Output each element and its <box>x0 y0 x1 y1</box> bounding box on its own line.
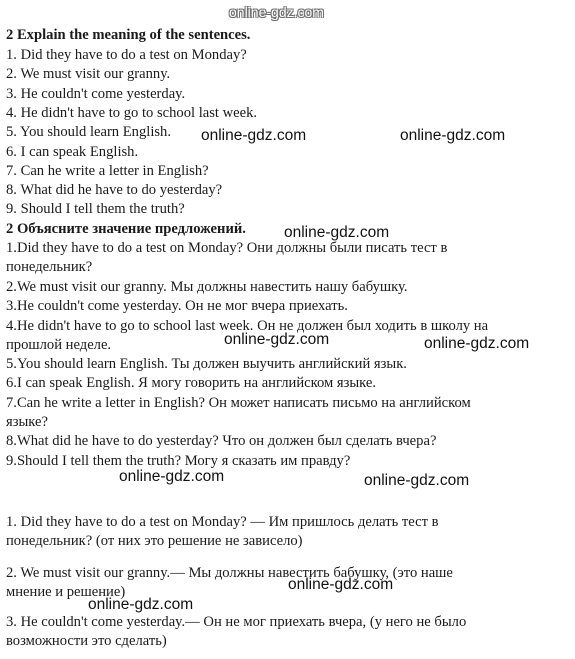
russian-heading: 2 Объясните значение предложений. <box>6 221 246 237</box>
russian-line: прошлой неделе. <box>6 337 112 353</box>
watermark: online-gdz.com <box>364 472 470 489</box>
watermark: online-gdz.com <box>119 468 225 485</box>
watermark: online-gdz.com <box>424 335 530 352</box>
watermark: online-gdz.com <box>288 576 394 593</box>
english-item: 7. Can he write a letter in English? <box>6 163 209 179</box>
english-item: 9. Should I tell them the truth? <box>6 201 185 217</box>
russian-line: 2.We must visit our granny. Мы должны навестить нашу бабушку. <box>6 279 408 295</box>
watermark: online-gdz.com <box>88 596 194 613</box>
english-item: 5. You should learn English. <box>6 124 171 140</box>
russian-line: 3.He couldn't come yesterday. Он не мог вчера приехать. <box>6 298 348 314</box>
russian-line: языке? <box>6 414 48 430</box>
watermark: online-gdz.com <box>201 127 307 144</box>
russian-line: 4.He didn't have to go to school last week. Он не должен был ходить в школу на <box>6 318 489 334</box>
russian-line: 6.I can speak English. Я могу говорить на английском языке. <box>6 375 376 391</box>
english-item: 8. What did he have to do yesterday? <box>6 182 223 198</box>
english-item: 2. We must visit our granny. <box>6 66 171 82</box>
russian-line: 1.Did they have to do a test on Monday? Они должны были писать тест в <box>6 240 448 256</box>
english-item: 4. He didn't have to go to school last week. <box>6 105 258 121</box>
russian-line: 5.You should learn English. Ты должен выучить английский язык. <box>6 356 407 372</box>
explanation-line: понедельник? (от них это решение не зависело) <box>6 533 303 549</box>
russian-line: 7.Can he write a letter in English? Он может написать письмо на английском <box>6 395 471 411</box>
explanation-line: 2. We must visit our granny.— Мы должны навестить бабушку, (это наше <box>6 565 453 581</box>
watermark: online-gdz.com <box>224 331 330 348</box>
explanation-line: 3. He couldn't come yesterday.— Он не мог приехать вчера, (у него не было <box>6 614 467 630</box>
watermark-top: online-gdz.com <box>229 4 324 20</box>
watermark: online-gdz.com <box>284 224 390 241</box>
explanation-line: 1. Did they have to do a test on Monday? — Им пришлось делать тест в <box>6 514 439 530</box>
russian-line: 8.What did he have to do yesterday? Что он должен был сделать вчера? <box>6 433 437 449</box>
english-item: 6. I can speak English. <box>6 144 139 160</box>
russian-line: понедельник? <box>6 259 93 275</box>
english-heading: 2 Explain the meaning of the sentences. <box>6 27 251 43</box>
explanation-line: возможности это сделать) <box>6 633 167 649</box>
watermark: online-gdz.com <box>400 127 506 144</box>
explanation-line: мнение и решение) <box>6 584 126 600</box>
english-item: 1. Did they have to do a test on Monday? <box>6 47 247 63</box>
russian-line: 9.Should I tell them the truth? Могу я сказать им правду? <box>6 453 351 469</box>
english-item: 3. He couldn't come yesterday. <box>6 86 186 102</box>
